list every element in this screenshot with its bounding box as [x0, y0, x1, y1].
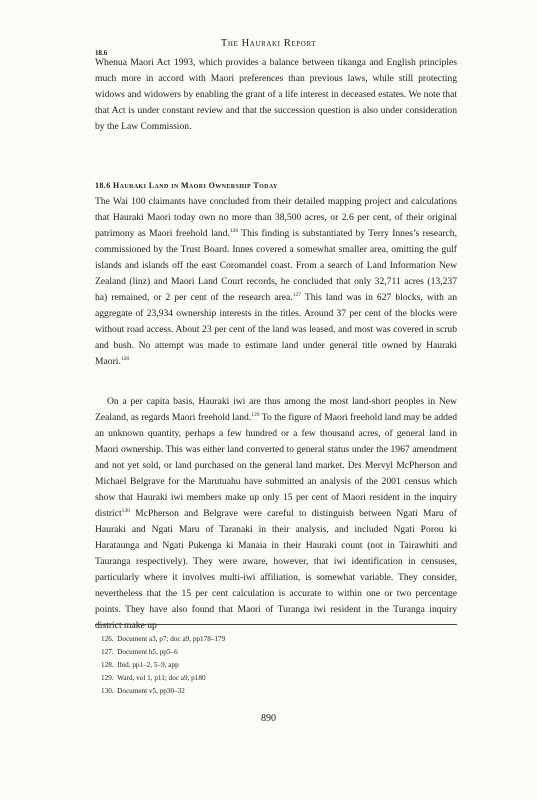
running-section-number: 18.6	[95, 49, 108, 57]
footnote-list	[101, 633, 225, 698]
footnote-ref[interactable]: 129	[251, 411, 260, 418]
footnote-ref[interactable]: 128	[120, 355, 130, 362]
paragraph-continuation: Whenua Maori Act 1993, which provides a balance between tikanga and English principles much more in accord with Maori preferences than previous laws, while still protecting widows and widowers by enabling the grant of a life interest in deceased estates. We note that that Act is under constant review and that the succession question is also under consideration by the Law Commission.	[95, 57, 457, 132]
footnote-item: 126. Document a3, p7; doc a9, pp178–179	[101, 635, 226, 643]
paragraph-text: This land was in 627 blocks, with an aggregate of 23,934 ownership interests in the titles. Around 37 per cent of the blocks were without road access. About 23 per cent of the land was leased, and most was covered in scrub and bush. No attempt was made to estimate land under general title owned by Hauraki Maori.	[95, 292, 457, 367]
page-number: 890	[261, 713, 276, 724]
footnote-item: 127. Document h5, pp5–6	[101, 648, 178, 656]
running-header: The Hauraki Report	[220, 38, 317, 49]
paragraph-text: On a per capita basis, Hauraki iwi are thus among the most land-short peoples in New Zealand, as regards Maori freehold land.	[95, 396, 457, 423]
paragraph-text: To the figure of Maori freehold land may be added an unknown quantity, perhaps a few hundred or a few thousand acres, of general land in Maori ownership. This was either land converted to general status under the 1967 amendment and not yet sold, or land purchased on the general land market. Drs Mervyl McPherson and Michael Belgrave for the Marutuahu have submitted an analysis of the 2001 census which show that Hauraki iwi members make up only 15 per cent of Maori resident in the inquiry district	[95, 412, 457, 519]
footnote-item: 128. Ibid, pp1–2, 5–9, app	[101, 661, 179, 669]
paragraph-text: This finding is substantiated by Terry Innes’s research, commissioned by the Trust Board. Innes covered a somewhat smaller area, omitting the gulf islands and islands off the east Coromandel coast. From a search of Land Information New Zealand (linz) and Maori Land Court records, he concluded that only 32,711 acres (13,237 ha) remained, or 2 per cent of the research area.	[95, 228, 457, 303]
paragraph-text: The Wai 100 claimants have concluded from their detailed mapping project and calculations that Hauraki Maori today own no more than 38,500 acres, or 2.6 per cent, of their original patrimony as Maori freehold land.	[95, 196, 457, 239]
footnote-ref[interactable]: 130	[121, 507, 130, 514]
paragraph-text: McPherson and Belgrave were careful to distinguish between Ngati Maru of Hauraki and Ngati Maru of Taranaki in their analysis, and included Ngati Porou ki Harataunga and Ngati Pukenga ki Manaia in their Hauraki count (not in Tairawhiti and Tauranga respectively). They were aware, however, that iwi identification in censuses, particularly where it involves multi-iwi affiliation, is somewhat variable. They consider, nevertheless that the 15 per cent calculation is accurate to within one or two percentage points. They have also found that Maori of Turanga iwi resident in the Turanga inquiry district make up	[95, 508, 457, 631]
footnote-item: 129. Ward, vol 1, p11; doc a9, p180	[101, 674, 206, 682]
footnote-ref[interactable]: 127	[292, 291, 301, 298]
footnote-ref[interactable]: 126	[229, 227, 239, 234]
paragraph-per-capita	[95, 394, 457, 634]
footnote-item: 130. Document v5, pp30–32	[101, 687, 185, 695]
footnote-divider	[95, 624, 457, 625]
paragraph-land-ownership	[95, 194, 457, 370]
section-heading: 18.6 Hauraki Land in Maori Ownership Today	[95, 181, 278, 190]
